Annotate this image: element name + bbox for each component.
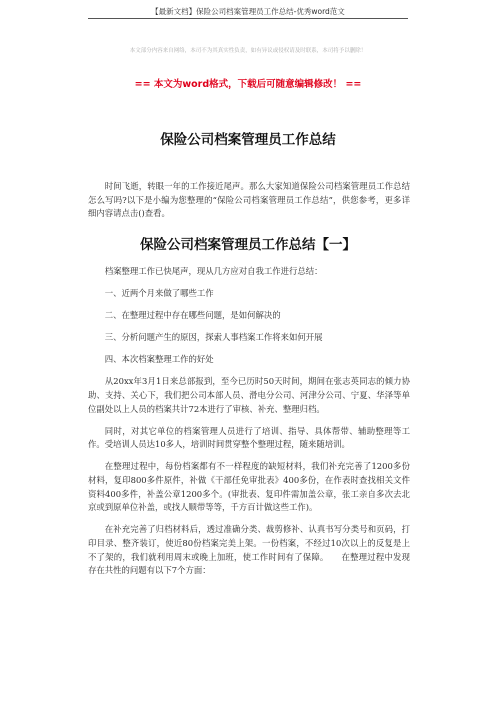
- body-paragraph: 在补充完善了归档材料后，透过准确分类、裁剪修补、认真书写分类号和页码，打印目录、整齐装订，使近80份档案完美上架。一份档案，不经过10次以上的反复是上不了架的，我们就利用周末或晚上加班，使工作时间有了保障。 在整理过程中发现存在共性的问题有以下7个方面：: [88, 524, 410, 576]
- body-text: [88, 265, 410, 578]
- body-paragraph: 三、分析问题产生的原因，探索人事档案工作将来如何开展: [104, 332, 323, 343]
- document-title: 保险公司档案管理员工作总结: [160, 132, 336, 148]
- editable-notice: == 本文为word格式，下载后可随意编辑修改！ ==: [134, 79, 362, 90]
- intro-block: [88, 180, 410, 221]
- body-paragraph: 从20xx年3月1日来总部报到，至今已历时50天时间，期间在张志英同志的倾力协助、支持、关心下，我们把公司本部人员、滑电分公司、河津分公司、宁夏、华泽等单位副处以上人员的档案共计72本进行了审核、补充、整理归档。: [88, 376, 410, 414]
- body-paragraph: 二、在整理过程中存在哪些问题，是如何解决的: [104, 310, 281, 321]
- header-divider: [88, 18, 408, 19]
- intro-paragraph: 时间飞逝，转眼一年的工作接近尾声。那么大家知道保险公司档案管理员工作总结怎么写吗?以下是小编为您整理的“保险公司档案管理员工作总结”，供您参考，更多详细内容请点击()查看。: [88, 181, 410, 219]
- body-paragraph: 在整理过程中，每份档案都有不一样程度的缺短材料，我们补充完善了1200多份材料，复印800多件原件，补做《干部任免审批表》400多份，在作表时查找相关文件资料400多件，补盖公章1200多个。(审批表、复印件需加盖公章，张工亲自多次去北京或到原单位补盖，或找人顺带等等，千方百计做这些工作)。: [88, 461, 410, 513]
- body-paragraph: 档案整理工作已快尾声，现从几方应对自我工作进行总结：: [104, 266, 323, 276]
- body-paragraph: 同时，对其它单位的档案管理人员进行了培训、指导、具体帮带、辅助整理等工作。受培训人员达10多人，培训时间贯穿整个整理过程，随来随培训。: [88, 425, 410, 450]
- body-paragraph: 四、本次档案整理工作的好处: [104, 354, 214, 365]
- disclaimer-text: 本文部分内容来自网络，本司不为其真实性负责，如有异议或侵权请及时联系，本司将予以删除！: [129, 48, 367, 54]
- body-paragraph: 一、近两个月来做了哪些工作: [104, 288, 214, 299]
- section-title: 保险公司档案管理员工作总结【一】: [140, 237, 356, 253]
- page-header: 【最新文档】保险公司档案管理员工作总结-优秀word范文: [151, 7, 345, 16]
